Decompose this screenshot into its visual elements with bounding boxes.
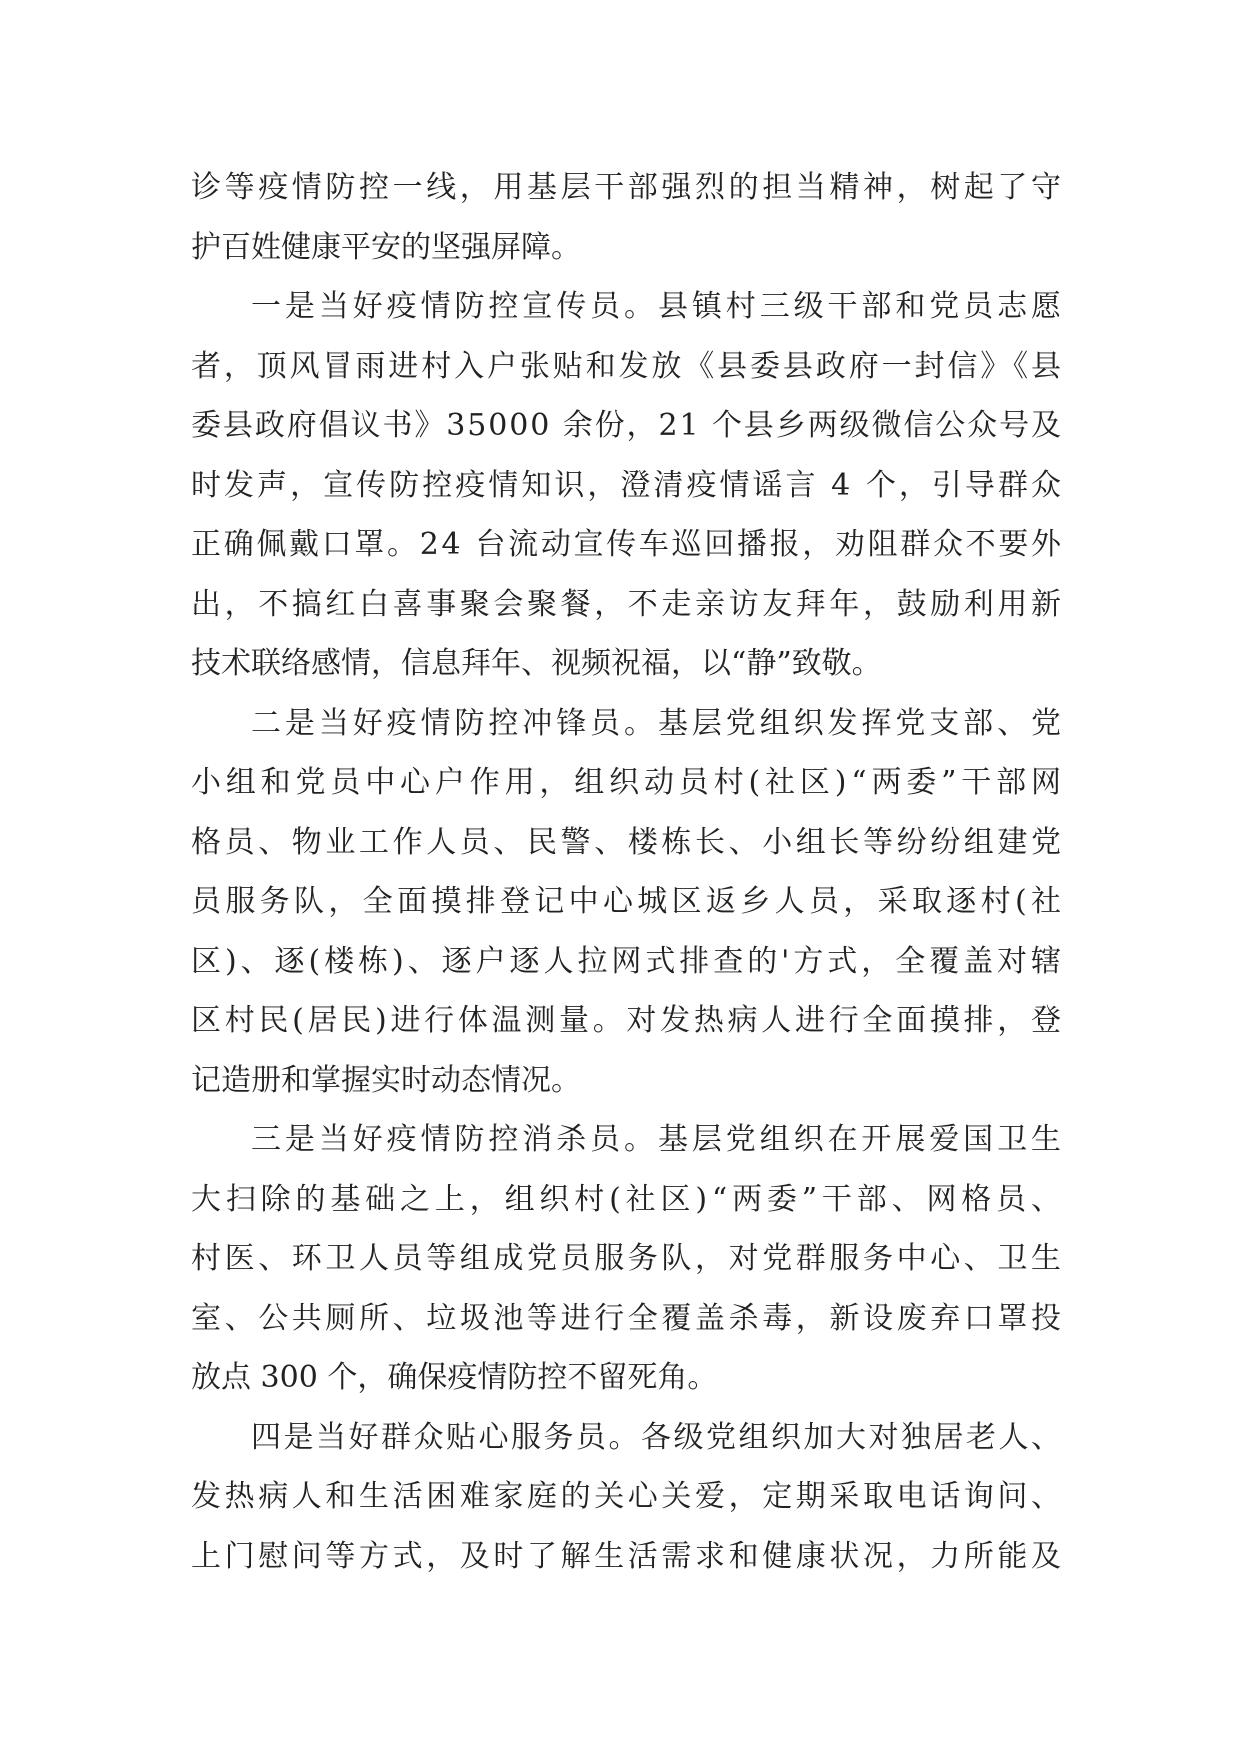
text-line: 上门慰问等方式，及时了解生活需求和健康状况，力所能及 xyxy=(191,1538,1065,1574)
text-line: 小组和党员中心户作用，组织动员村(社区)“两委”干部网 xyxy=(191,765,1066,800)
text-line: 护百姓健康平安的坚强屏障。 xyxy=(191,229,581,265)
text-line: 委县政府倡议书》35000 余份，21 个县乡两级微信公众号及 xyxy=(191,408,1063,443)
document-body xyxy=(191,158,1066,1586)
text-line: 员服务队，全面摸排登记中心城区返乡人员，采取逐村(社 xyxy=(191,884,1066,919)
text-line: 室、公共厕所、垃圾池等进行全覆盖杀毒，新设废弃口罩投 xyxy=(191,1300,1065,1336)
text-line: 二是当好疫情防控冲锋员。基层党组织发挥党支部、党 xyxy=(251,705,1065,741)
text-line: 区)、逐(楼栋)、逐户逐人拉网式排查的'方式，全覆盖对辖 xyxy=(191,943,1065,979)
text-line: 技术联络感情，信息拜年、视频祝福，以“静”致敬。 xyxy=(191,646,882,681)
text-line: 者，顶风冒雨进村入户张贴和发放《县委县政府一封信》《县 xyxy=(191,348,1064,384)
text-line: 发热病人和生活困难家庭的关心关爱，定期采取电话询问、 xyxy=(191,1479,1065,1514)
text-line: 大扫除的基础之上，组织村(社区)“两委”干部、网格员、 xyxy=(191,1181,1066,1217)
text-line: 诊等疫情防控一线，用基层干部强烈的担当精神，树起了守 xyxy=(191,170,1065,205)
text-line: 记造册和掌握实时动态情况。 xyxy=(191,1062,581,1098)
text-line: 放点 300 个，确保疫情防控不留死角。 xyxy=(191,1360,718,1395)
text-line: 四是当好群众贴心服务员。各级党组织加大对独居老人、 xyxy=(251,1419,1064,1455)
text-line: 格员、物业工作人员、民警、楼栋长、小组长等纷纷组建党 xyxy=(191,824,1065,860)
text-line: 正确佩戴口罩。24 台流动宣传车巡回播报，劝阻群众不要外 xyxy=(191,527,1064,562)
text-line: 三是当好疫情防控消杀员。基层党组织在开展爱国卫生 xyxy=(251,1122,1065,1157)
text-line: 一是当好疫情防控宣传员。县镇村三级干部和党员志愿 xyxy=(251,289,1065,324)
text-line: 村医、环卫人员等组成党员服务队，对党群服务中心、卫生 xyxy=(191,1241,1065,1276)
text-line: 出，不搞红白喜事聚会聚餐，不走亲访友拜年，鼓励利用新 xyxy=(191,586,1065,622)
text-line: 区村民(居民)进行体温测量。对发热病人进行全面摸排，登 xyxy=(191,1003,1065,1038)
text-line: 时发声，宣传防控疫情知识，澄清疫情谣言 4 个，引导群众 xyxy=(191,467,1065,503)
